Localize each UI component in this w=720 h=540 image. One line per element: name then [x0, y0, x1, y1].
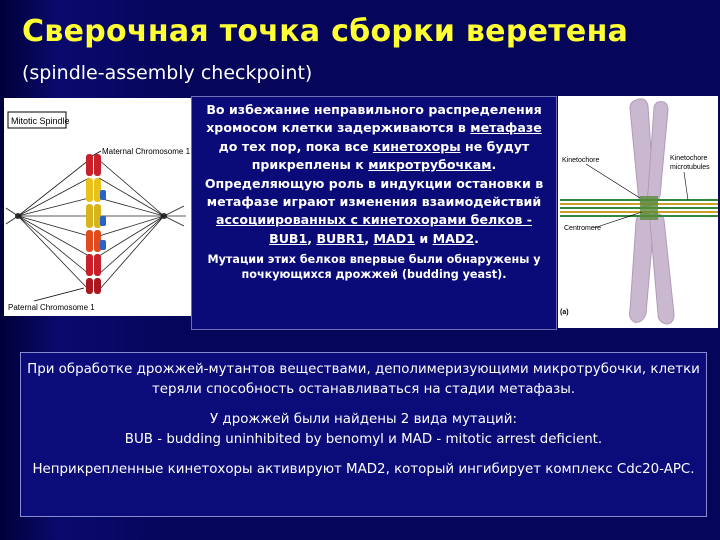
link-associated-proteins: ассоциированных с кинетохорами белков - BUB1 — [215, 212, 533, 246]
microtubule-lines — [560, 200, 718, 216]
link-mad1: MAD1 — [373, 230, 416, 246]
link-microtubules: микротрубочкам — [368, 157, 492, 173]
kinetochore-label: Kinetochore — [562, 157, 600, 164]
slide-title: Сверочная точка сборки веретена — [22, 14, 629, 49]
mitotic-spindle-icon — [4, 98, 194, 316]
mitotic-spindle-figure — [4, 98, 194, 316]
explanation-text: Во избежание неправильного распределения хромосом клетки задерживаются в метафазе до тех пор, пока все кинетохоры не будут прикреплены к микротрубочкам. Определяющую роль в индукции остановки в метафазе играют изменения взаимодействий ассоциированных с кинетохорами белков - BUB1, BUBR1, MAD1 и MAD2. — [204, 102, 544, 246]
kinetochore-icon — [640, 196, 658, 220]
chromosome-figure — [558, 96, 718, 328]
mutation-types-heading: У дрожжей были найдены 2 вида мутаций: — [210, 412, 517, 427]
paternal-chromosome-label: Paternal Chromosome 1 — [8, 303, 95, 312]
link-bubr1: BUBR1 — [316, 230, 365, 246]
bottom-paragraph-2 — [21, 410, 706, 450]
bottom-paragraph-1: При обработке дрожжей-мутантов веществами, деполимеризующими микротрубочки, клетки теряли способность останавливаться на стадии метафазы. — [27, 362, 700, 397]
maternal-chromosome-label: Maternal Chromosome 1 — [102, 147, 191, 156]
link-kinetochores: кинетохоры — [372, 138, 461, 154]
chromosome-stack — [86, 154, 106, 294]
mutations-text: Мутации этих белков впервые были обнаружены у почкующихся дрожжей (budding yeast). — [207, 253, 541, 282]
centromere-label: Centromere — [564, 225, 601, 232]
slide-subtitle: (spindle-assembly checkpoint) — [22, 62, 313, 84]
mutation-types-list: BUB - budding uninhibited by benomyl и MAD - mitotic arrest deficient. — [124, 432, 603, 447]
panel-label: (a) — [560, 309, 569, 316]
explanation-box — [191, 96, 557, 330]
bottom-text-box — [20, 352, 707, 517]
link-mad2: MAD2 — [432, 230, 475, 246]
mitotic-spindle-label: Mitotic Spindle — [11, 116, 70, 126]
link-metaphase: метафазе — [470, 120, 542, 136]
kinetochore-microtubules-label-2: microtubules — [670, 164, 710, 171]
bottom-paragraph-3: Неприкрепленные кинетохоры активируют MAD2, который ингибирует комплекс Cdc20-APC. — [32, 462, 695, 477]
chromosome-kinetochore-icon — [558, 96, 718, 328]
kinetochore-microtubules-label-1: Kinetochore — [670, 155, 708, 162]
